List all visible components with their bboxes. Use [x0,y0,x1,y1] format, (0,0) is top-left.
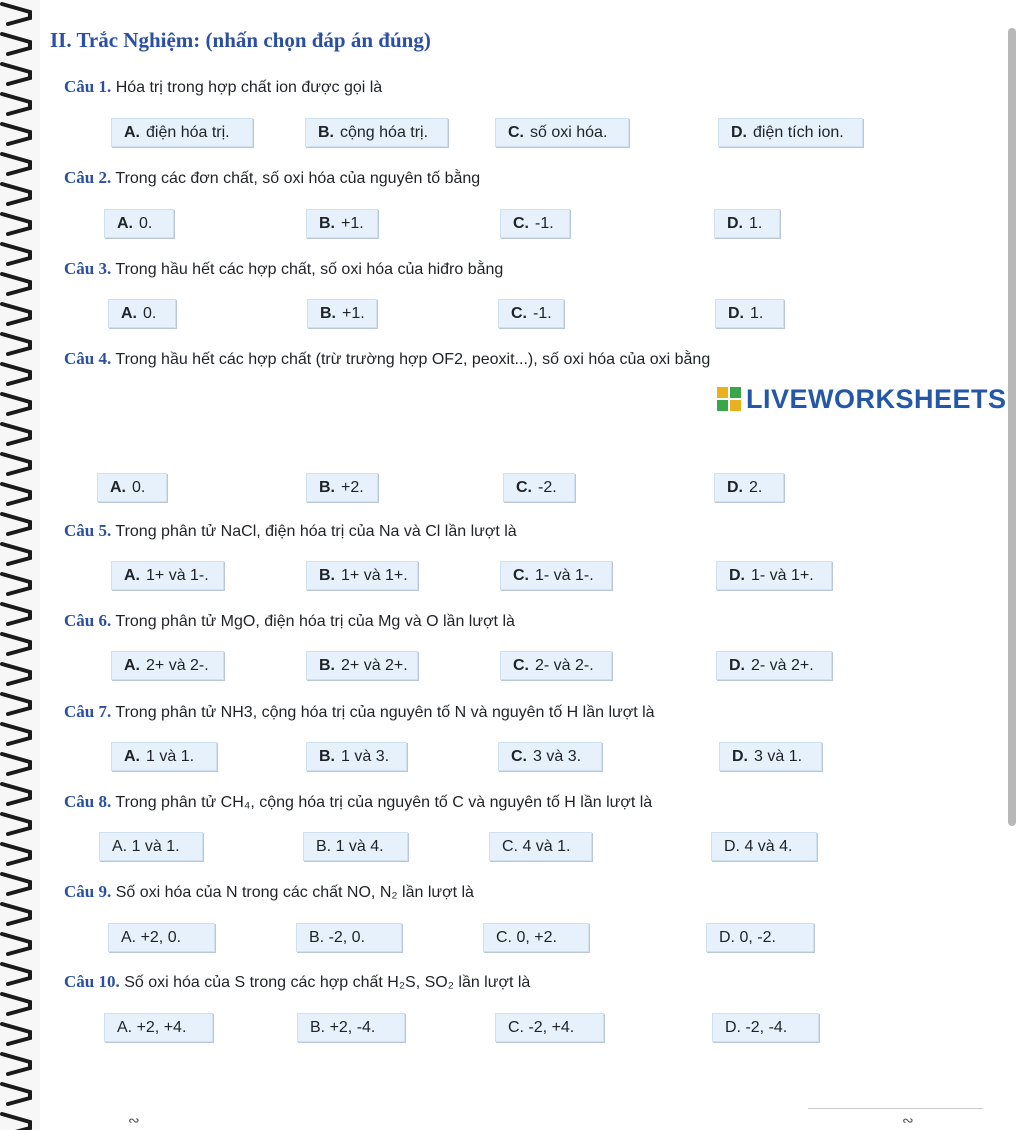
spiral-coil [2,364,30,384]
answer-option-q1-a[interactable]: A. điện hóa trị. [111,118,253,147]
spiral-coil [2,124,30,144]
answer-option-q3-c[interactable]: C. -1. [498,299,564,328]
question-label: Câu 6. [64,611,112,630]
answer-option-q6-b[interactable]: B. 2+ và 2+. [306,651,418,680]
answer-option-q1-b[interactable]: B. cộng hóa trị. [305,118,448,147]
answer-option-q5-a[interactable]: A. 1+ và 1-. [111,561,224,590]
spiral-coil [2,904,30,924]
question-1 [64,77,382,97]
question-text: Trong các đơn chất, số oxi hóa của nguyên tố bằng [115,170,481,187]
answer-option-q3-b[interactable]: B. +1. [307,299,377,328]
spiral-coil [2,154,30,174]
answer-option-q1-d[interactable]: D. điện tích ion. [718,118,863,147]
flourish-icon: ∾ [902,1112,914,1128]
spiral-coil [2,244,30,264]
question-text: Trong hầu hết các hợp chất, số oxi hóa của hiđro bằng [115,261,504,278]
spiral-coil [2,1054,30,1074]
answer-option-q2-b[interactable]: B. +1. [306,209,378,238]
answer-option-q1-c[interactable]: C. số oxi hóa. [495,118,629,147]
answer-option-q2-a[interactable]: A. 0. [104,209,174,238]
flourish-icon: ∾ [128,1112,140,1128]
answer-option-q10-c[interactable]: C. -2, +4. [495,1013,604,1042]
question-label: Câu 8. [64,792,112,811]
answer-option-q5-c[interactable]: C. 1- và 1-. [500,561,612,590]
question-label: Câu 1. [64,77,112,96]
spiral-binding-icon [0,0,40,1130]
spiral-coil [2,394,30,414]
spiral-coil [2,574,30,594]
question-10 [64,972,530,992]
answer-option-q5-d[interactable]: D. 1- và 1+. [716,561,832,590]
spiral-coil [2,664,30,684]
answer-option-q4-b[interactable]: B. +2. [306,473,378,502]
spiral-coil [2,1114,30,1130]
spiral-coil [2,874,30,894]
question-2 [64,168,480,188]
spiral-coil [2,604,30,624]
answer-option-q6-a[interactable]: A. 2+ và 2-. [111,651,224,680]
spiral-coil [2,544,30,564]
answer-option-q8-d[interactable]: D. 4 và 4. [711,832,817,861]
answer-option-q7-b[interactable]: B. 1 và 3. [306,742,407,771]
question-6 [64,611,515,631]
question-text: Số oxi hóa của S trong các hợp chất H₂S, SO₂ lần lượt là [124,974,531,991]
answer-option-q9-a[interactable]: A. +2, 0. [108,923,215,952]
question-5 [64,521,517,541]
question-8 [64,792,652,812]
spiral-binding [0,0,40,1130]
question-label: Câu 10. [64,972,120,991]
question-9 [64,882,474,902]
question-text: Trong phân tử NH3, cộng hóa trị của nguyên tố N và nguyên tố H lần lượt là [115,704,655,721]
spiral-coil [2,34,30,54]
answer-option-q4-d[interactable]: D. 2. [714,473,784,502]
spiral-coil [2,334,30,354]
answer-option-q9-b[interactable]: B. -2, 0. [296,923,402,952]
spiral-coil [2,1024,30,1044]
spiral-coil [2,4,30,24]
answer-option-q8-a[interactable]: A. 1 và 1. [99,832,203,861]
answer-option-q6-c[interactable]: C. 2- và 2-. [500,651,612,680]
spiral-coil [2,724,30,744]
spiral-coil [2,964,30,984]
question-text: Số oxi hóa của N trong các chất NO, N₂ lần lượt là [115,884,474,901]
scrollbar[interactable] [1008,28,1016,826]
logo-text: LIVEWORKSHEETS [746,383,1007,414]
answer-option-q2-c[interactable]: C. -1. [500,209,570,238]
spiral-coil [2,634,30,654]
spiral-coil [2,784,30,804]
question-label: Câu 9. [64,882,112,901]
question-label: Câu 5. [64,521,112,540]
spiral-coil [2,184,30,204]
page-title: II. Trắc Nghiệm: (nhấn chọn đáp án đúng) [50,28,431,52]
question-3 [64,259,503,279]
spiral-coil [2,934,30,954]
answer-option-q9-c[interactable]: C. 0, +2. [483,923,589,952]
answer-option-q4-c[interactable]: C. -2. [503,473,575,502]
answer-option-q9-d[interactable]: D. 0, -2. [706,923,814,952]
question-4 [64,349,710,369]
spiral-coil [2,94,30,114]
spiral-coil [2,1084,30,1104]
question-label: Câu 3. [64,259,112,278]
answer-option-q3-d[interactable]: D. 1. [715,299,784,328]
answer-option-q10-b[interactable]: B. +2, -4. [297,1013,405,1042]
spiral-coil [2,274,30,294]
spiral-coil [2,454,30,474]
answer-option-q7-c[interactable]: C. 3 và 3. [498,742,602,771]
answer-option-q10-d[interactable]: D. -2, -4. [712,1013,819,1042]
question-label: Câu 2. [64,168,112,187]
spiral-coil [2,694,30,714]
answer-option-q8-b[interactable]: B. 1 và 4. [303,832,408,861]
divider [808,1108,983,1109]
question-text: Trong hầu hết các hợp chất (trừ trường hợp OF2, peoxit...), số oxi hóa của oxi bằng [115,351,711,368]
spiral-coil [2,304,30,324]
spiral-coil [2,754,30,774]
question-text: Trong phân tử CH₄, cộng hóa trị của nguyên tố C và nguyên tố H lần lượt là [115,794,653,811]
liveworksheets-logo [716,384,1007,414]
answer-option-q8-c[interactable]: C. 4 và 1. [489,832,592,861]
answer-option-q5-b[interactable]: B. 1+ và 1+. [306,561,418,590]
spiral-coil [2,814,30,834]
question-text: Trong phân tử MgO, điện hóa trị của Mg và O lần lượt là [115,613,515,630]
question-7 [64,702,655,722]
liveworksheets-logo-icon [716,386,742,412]
spiral-coil [2,64,30,84]
spiral-coil [2,484,30,504]
spiral-coil [2,514,30,534]
answer-option-q10-a[interactable]: A. +2, +4. [104,1013,213,1042]
question-label: Câu 4. [64,349,112,368]
answer-option-q2-d[interactable]: D. 1. [714,209,780,238]
spiral-coil [2,214,30,234]
answer-option-q3-a[interactable]: A. 0. [108,299,176,328]
answer-option-q7-a[interactable]: A. 1 và 1. [111,742,217,771]
spiral-coil [2,994,30,1014]
spiral-coil [2,844,30,864]
spiral-coil [2,424,30,444]
question-text: Trong phân tử NaCl, điện hóa trị của Na và Cl lần lượt là [115,523,517,540]
answer-option-q6-d[interactable]: D. 2- và 2+. [716,651,832,680]
question-label: Câu 7. [64,702,112,721]
question-text: Hóa trị trong hợp chất ion được gọi là [115,79,383,96]
answer-option-q7-d[interactable]: D. 3 và 1. [719,742,822,771]
answer-option-q4-a[interactable]: A. 0. [97,473,167,502]
